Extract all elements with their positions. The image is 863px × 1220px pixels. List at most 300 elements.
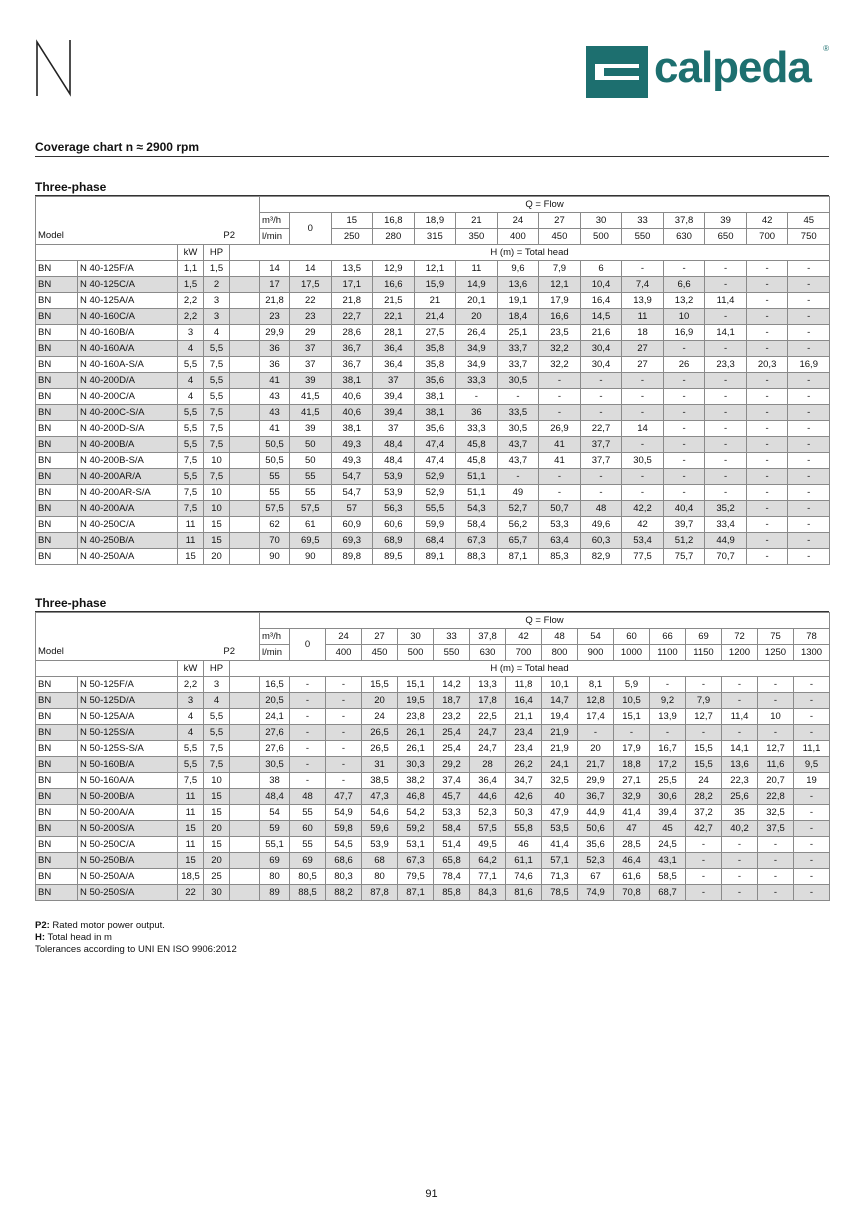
head-value: 74,9	[578, 885, 614, 901]
head-value: 36	[456, 405, 498, 421]
head-value: 81,6	[506, 885, 542, 901]
calpeda-logo	[586, 43, 831, 98]
lmin-value: 450	[362, 645, 398, 661]
head-value: 21,4	[414, 309, 456, 325]
head-value: 13,3	[470, 677, 506, 693]
head-value: -	[788, 405, 830, 421]
lmin-value: 550	[434, 645, 470, 661]
power-kw: 4	[178, 373, 204, 389]
power-hp: 7,5	[204, 741, 230, 757]
table-row	[36, 277, 830, 293]
head-value: 34,7	[506, 773, 542, 789]
head-value: -	[580, 485, 622, 501]
head-value: 49,3	[331, 437, 373, 453]
head-value: 36,7	[331, 341, 373, 357]
head-value: 38,5	[362, 773, 398, 789]
head-value: 62	[260, 517, 290, 533]
head-value: 25,6	[722, 789, 758, 805]
head-value: -	[705, 341, 747, 357]
head-value: 19,1	[497, 293, 539, 309]
head-value: 50,5	[260, 437, 290, 453]
units-blank	[36, 245, 178, 261]
head-value: 59,8	[326, 821, 362, 837]
head-value: -	[746, 549, 788, 565]
head-value: -	[650, 725, 686, 741]
head-value: 89,1	[414, 549, 456, 565]
head-value: 39,4	[373, 405, 415, 421]
power-hp: 10	[204, 453, 230, 469]
hp-header: HP	[204, 661, 230, 677]
m3h-value: 42	[506, 629, 542, 645]
head-value: 33,5	[497, 405, 539, 421]
power-kw: 5,5	[178, 357, 204, 373]
head-value: 47,7	[326, 789, 362, 805]
head-value: 49,6	[580, 517, 622, 533]
head-value: -	[788, 373, 830, 389]
head-value: 28,1	[373, 325, 415, 341]
head-value: -	[788, 549, 830, 565]
power-kw: 3	[178, 693, 204, 709]
head-value: 30,5	[622, 453, 664, 469]
head-value: 48,4	[373, 453, 415, 469]
head-value: 42,7	[686, 821, 722, 837]
spacer-cell	[230, 821, 260, 837]
header-blank	[36, 197, 260, 229]
head-value: 25,5	[650, 773, 686, 789]
head-value: 39,7	[663, 517, 705, 533]
head-value: 21,9	[542, 741, 578, 757]
spacer-cell	[230, 405, 260, 421]
table-row	[36, 405, 830, 421]
power-kw: 2,2	[178, 309, 204, 325]
head-value: -	[663, 373, 705, 389]
pump-type: BN	[36, 693, 78, 709]
spacer-cell	[230, 549, 260, 565]
m3h-unit: m³/h	[260, 629, 290, 645]
head-value: -	[722, 725, 758, 741]
spacer-cell	[230, 805, 260, 821]
power-kw: 7,5	[178, 485, 204, 501]
head-value: 58,5	[650, 869, 686, 885]
lmin-value: 630	[663, 229, 705, 245]
head-value: 34,9	[456, 341, 498, 357]
head-value: -	[794, 693, 830, 709]
power-kw: 18,5	[178, 869, 204, 885]
spacer-cell	[230, 837, 260, 853]
head-value: -	[539, 469, 581, 485]
head-value: -	[705, 437, 747, 453]
series-letter-n	[34, 38, 74, 98]
pump-model: N 40-160C/A	[78, 309, 178, 325]
head-value: -	[663, 421, 705, 437]
spacer-cell	[230, 437, 260, 453]
head-value: -	[746, 325, 788, 341]
head-value: 30,4	[580, 357, 622, 373]
pump-model: N 40-250A/A	[78, 549, 178, 565]
head-value: -	[578, 725, 614, 741]
head-value: 34,9	[456, 357, 498, 373]
head-value: 45,8	[456, 453, 498, 469]
head-value: -	[539, 373, 581, 389]
logo-text: calpeda	[654, 43, 811, 92]
head-value: 35,8	[414, 341, 456, 357]
head-value: 7,9	[539, 261, 581, 277]
m3h-value: 27	[362, 629, 398, 645]
m3h-value: 33	[434, 629, 470, 645]
m3h-value: 27	[539, 213, 581, 229]
head-value: 42,6	[506, 789, 542, 805]
pump-model: N 40-200D-S/A	[78, 421, 178, 437]
head-value: -	[794, 677, 830, 693]
head-value: 61,6	[614, 869, 650, 885]
lmin-value: 700	[746, 229, 788, 245]
power-kw: 11	[178, 789, 204, 805]
head-value: 30,4	[580, 341, 622, 357]
head-value: -	[705, 277, 747, 293]
head-value: -	[622, 261, 664, 277]
head-value: 26,2	[506, 757, 542, 773]
head-value: -	[686, 885, 722, 901]
coverage-table-40	[35, 196, 830, 565]
head-value: 87,1	[398, 885, 434, 901]
head-value: 33,4	[705, 517, 747, 533]
head-value: -	[788, 485, 830, 501]
pump-type: BN	[36, 341, 78, 357]
head-value: 19,4	[542, 709, 578, 725]
footnote-h: H: Total head in m	[35, 932, 112, 943]
pump-type: BN	[36, 293, 78, 309]
table-row	[36, 709, 830, 725]
pump-type: BN	[36, 805, 78, 821]
pump-type: BN	[36, 821, 78, 837]
head-value: -	[614, 725, 650, 741]
head-value: 27	[622, 357, 664, 373]
head-value: -	[326, 773, 362, 789]
power-hp: 4	[204, 325, 230, 341]
head-value: 12,1	[539, 277, 581, 293]
head-value: -	[539, 389, 581, 405]
head-value: 28,5	[614, 837, 650, 853]
head-value: 38,1	[414, 389, 456, 405]
footnotes	[35, 920, 237, 956]
head-value: 37,7	[580, 437, 622, 453]
head-value: -	[580, 373, 622, 389]
pump-model: N 40-125F/A	[78, 261, 178, 277]
head-value: -	[794, 805, 830, 821]
power-kw: 11	[178, 533, 204, 549]
head-value: -	[788, 293, 830, 309]
pump-model: N 50-250A/A	[78, 869, 178, 885]
p2-header: P2	[178, 229, 260, 245]
m3h-value: 21	[456, 213, 498, 229]
head-label: H (m) = Total head	[230, 245, 830, 261]
pump-model: N 50-200B/A	[78, 789, 178, 805]
m3h-value: 16,8	[373, 213, 415, 229]
table-row	[36, 885, 830, 901]
head-value: 53,4	[622, 533, 664, 549]
m3h-value: 24	[326, 629, 362, 645]
head-value: 15,5	[362, 677, 398, 693]
spacer-cell	[230, 517, 260, 533]
power-kw: 15	[178, 821, 204, 837]
head-value: 43	[260, 389, 290, 405]
head-value: 38,1	[414, 405, 456, 421]
head-value: 23,4	[506, 725, 542, 741]
head-value: 60,9	[331, 517, 373, 533]
head-value: 37,2	[686, 805, 722, 821]
pump-type: BN	[36, 837, 78, 853]
head-value: 14	[622, 421, 664, 437]
head-value: 29	[290, 325, 332, 341]
head-value: 44,9	[578, 805, 614, 821]
head-value: 19	[794, 773, 830, 789]
head-value: 30,5	[497, 373, 539, 389]
head-value: 68,6	[326, 853, 362, 869]
pump-type: BN	[36, 437, 78, 453]
power-hp: 10	[204, 485, 230, 501]
table-row	[36, 373, 830, 389]
head-value: -	[722, 677, 758, 693]
head-value: 46	[506, 837, 542, 853]
head-value: -	[456, 389, 498, 405]
flow-header-row	[36, 197, 830, 213]
lmin-value: 650	[705, 229, 747, 245]
head-value: 55	[260, 485, 290, 501]
head-value: 80	[362, 869, 398, 885]
spacer-cell	[230, 757, 260, 773]
head-value: 14,1	[722, 741, 758, 757]
pump-type: BN	[36, 357, 78, 373]
head-value: -	[746, 309, 788, 325]
head-value: 17,2	[650, 757, 686, 773]
head-value: 23,3	[705, 357, 747, 373]
head-value: 74,6	[506, 869, 542, 885]
head-value: -	[746, 293, 788, 309]
head-value: 57	[331, 501, 373, 517]
head-value: 22	[290, 293, 332, 309]
head-value: -	[663, 453, 705, 469]
head-value: 17,9	[614, 741, 650, 757]
lmin-value: 900	[578, 645, 614, 661]
head-value: 43	[260, 405, 290, 421]
head-value: 49	[497, 485, 539, 501]
power-hp: 30	[204, 885, 230, 901]
head-value: 57,5	[290, 501, 332, 517]
head-value: 21,6	[580, 325, 622, 341]
head-value: 61,1	[506, 853, 542, 869]
head-value: 37	[373, 373, 415, 389]
head-value: 35,2	[705, 501, 747, 517]
pump-type: BN	[36, 773, 78, 789]
m3h-value: 72	[722, 629, 758, 645]
head-value: 40,6	[331, 389, 373, 405]
head-value: 54,2	[398, 805, 434, 821]
power-kw: 5,5	[178, 405, 204, 421]
pump-type: BN	[36, 485, 78, 501]
power-hp: 15	[204, 517, 230, 533]
head-value: -	[705, 453, 747, 469]
lmin-value: 1000	[614, 645, 650, 661]
head-value: 40,4	[663, 501, 705, 517]
head-value: -	[290, 741, 326, 757]
head-value: 55,1	[260, 837, 290, 853]
head-value: 11,4	[722, 709, 758, 725]
head-value: 23,5	[539, 325, 581, 341]
head-value: 50,6	[578, 821, 614, 837]
head-value: -	[758, 693, 794, 709]
head-value: 65,8	[434, 853, 470, 869]
head-value: -	[622, 373, 664, 389]
power-kw: 7,5	[178, 501, 204, 517]
head-value: -	[663, 469, 705, 485]
model-header: Model	[36, 645, 178, 661]
head-value: 55	[260, 469, 290, 485]
m3h-value: 15	[331, 213, 373, 229]
pump-model: N 40-125A/A	[78, 293, 178, 309]
head-value: 46,4	[614, 853, 650, 869]
head-value: 48	[580, 501, 622, 517]
head-value: 56,3	[373, 501, 415, 517]
pump-model: N 40-160A/A	[78, 341, 178, 357]
head-value: -	[794, 789, 830, 805]
head-value: 51,2	[663, 533, 705, 549]
spacer-cell	[230, 789, 260, 805]
head-value: 13,9	[622, 293, 664, 309]
head-value: 24,1	[542, 757, 578, 773]
head-value: 14,5	[580, 309, 622, 325]
m3h-value: 60	[614, 629, 650, 645]
coverage-table-50	[35, 612, 830, 901]
head-value: -	[326, 677, 362, 693]
head-value: 36,7	[331, 357, 373, 373]
head-value: 35	[722, 805, 758, 821]
head-value: 50	[290, 437, 332, 453]
head-value: 14,1	[705, 325, 747, 341]
head-value: -	[722, 885, 758, 901]
head-value: -	[746, 421, 788, 437]
head-value: -	[746, 437, 788, 453]
head-value: 17,8	[470, 693, 506, 709]
head-value: 68,4	[414, 533, 456, 549]
head-value: 26	[663, 357, 705, 373]
head-value: 60,6	[373, 517, 415, 533]
power-kw: 15	[178, 853, 204, 869]
head-value: 44,6	[470, 789, 506, 805]
head-value: 43,7	[497, 437, 539, 453]
power-hp: 20	[204, 821, 230, 837]
head-value: 6	[580, 261, 622, 277]
power-hp: 1,5	[204, 261, 230, 277]
head-value: 23,8	[398, 709, 434, 725]
spacer-cell	[230, 469, 260, 485]
head-value: 78,4	[434, 869, 470, 885]
power-kw: 2,2	[178, 293, 204, 309]
pump-model: N 40-200B-S/A	[78, 453, 178, 469]
head-value: 64,2	[470, 853, 506, 869]
pump-type: BN	[36, 677, 78, 693]
head-value: 21,8	[260, 293, 290, 309]
head-value: 36	[260, 357, 290, 373]
pump-model: N 40-200B/A	[78, 437, 178, 453]
table-row	[36, 325, 830, 341]
power-hp: 7,5	[204, 757, 230, 773]
power-kw: 4	[178, 709, 204, 725]
head-value: 35,6	[414, 373, 456, 389]
table-row	[36, 773, 830, 789]
lmin-row	[36, 229, 830, 245]
head-value: -	[290, 693, 326, 709]
head-value: -	[794, 853, 830, 869]
head-value: 27	[622, 341, 664, 357]
head-value: -	[290, 677, 326, 693]
power-hp: 15	[204, 789, 230, 805]
lmin-value: 1200	[722, 645, 758, 661]
p2-header: P2	[178, 645, 260, 661]
table-row	[36, 389, 830, 405]
pump-model: N 40-200A/A	[78, 501, 178, 517]
head-value: 47,9	[542, 805, 578, 821]
table-row	[36, 309, 830, 325]
pump-model: N 50-125D/A	[78, 693, 178, 709]
head-value: 12,8	[578, 693, 614, 709]
head-value: 35,6	[414, 421, 456, 437]
power-hp: 3	[204, 677, 230, 693]
head-value: -	[497, 469, 539, 485]
pump-model: N 40-125C/A	[78, 277, 178, 293]
head-value: 70,8	[614, 885, 650, 901]
head-value: 13,5	[331, 261, 373, 277]
lmin-value: 315	[414, 229, 456, 245]
head-value: -	[788, 341, 830, 357]
spacer-cell	[230, 485, 260, 501]
pump-model: N 50-125F/A	[78, 677, 178, 693]
head-value: -	[622, 389, 664, 405]
head-value: -	[326, 757, 362, 773]
head-value: -	[663, 405, 705, 421]
head-value: 5,9	[614, 677, 650, 693]
head-value: 85,3	[539, 549, 581, 565]
power-hp: 7,5	[204, 357, 230, 373]
page-title: Coverage chart n ≈ 2900 rpm	[35, 140, 199, 154]
lmin-value: 800	[542, 645, 578, 661]
head-value: 68	[362, 853, 398, 869]
head-value: 54,5	[326, 837, 362, 853]
power-hp: 2	[204, 277, 230, 293]
head-value: -	[686, 677, 722, 693]
m3h-value: 39	[705, 213, 747, 229]
power-hp: 15	[204, 805, 230, 821]
head-value: 16,9	[663, 325, 705, 341]
head-value: 69	[260, 853, 290, 869]
head-value: 21,8	[331, 293, 373, 309]
lmin-value: 700	[506, 645, 542, 661]
head-value: 19,5	[398, 693, 434, 709]
head-value: 21,5	[373, 293, 415, 309]
head-value: -	[326, 709, 362, 725]
head-value: 20,7	[758, 773, 794, 789]
head-value: -	[746, 261, 788, 277]
model-header: Model	[36, 229, 178, 245]
spacer-cell	[230, 501, 260, 517]
head-value: -	[794, 725, 830, 741]
head-value: 14,9	[456, 277, 498, 293]
table-row	[36, 469, 830, 485]
pump-type: BN	[36, 261, 78, 277]
pump-type: BN	[36, 789, 78, 805]
table-row	[36, 341, 830, 357]
power-kw: 2,2	[178, 677, 204, 693]
spacer-cell	[230, 773, 260, 789]
